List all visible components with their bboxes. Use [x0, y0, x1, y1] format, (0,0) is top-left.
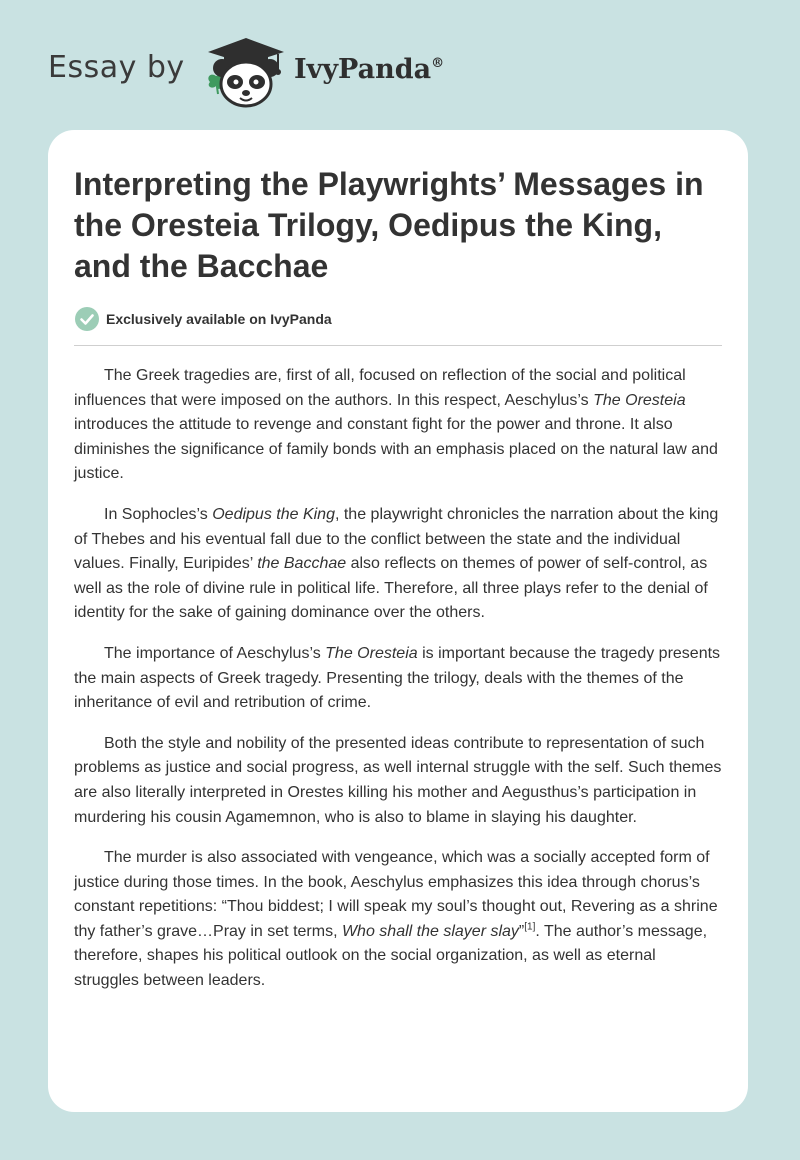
paragraph-2 [74, 503, 724, 626]
paragraph-2-text: , the playwright chronicles the narration about the king of Thebes and his eventual fall due to the conflict between the state and the individual values. Finally, Euripides’ [74, 505, 719, 573]
paragraph-2-text: also reflects on themes of power of self-control, as well as the role of divine rule in political life. Therefore, all three plays refer to the denial of identity for the sake of gaining dominance over the others. [74, 555, 708, 622]
paragraph-5-text: The murder is also associated with vengeance, which was a socially accepted form of justice during those times. In the book, Aeschylus emphasizes this idea through chorus’s constant repetitions: “Thou biddest; I will speak my soul’s thought out, Revering as a shrine thy father’s grave…Pray in set terms, [74, 849, 718, 940]
paragraph-3-text: is important because the tragedy presents the main aspects of Greek tragedy. Presenting the trilogy, deals with the themes of the inheritance of evil and retribution of crime. [74, 644, 721, 712]
paragraph-3-text: The importance of Aeschylus’s [104, 644, 326, 662]
panda-graduate-logo-icon[interactable] [200, 36, 292, 110]
paragraph-5-text: . The author’s message, therefore, shapes his political outlook on the social organization, as well as eternal struggles between leaders. [74, 922, 708, 990]
check-circle-icon [74, 306, 100, 332]
paragraph-1-text: introduces the attitude to revenge and constant fight for the power and throne. It also diminishes the significance of family bonds with an emphasis placed on the natural law and justice. [74, 416, 718, 483]
brand-name[interactable] [294, 54, 444, 85]
work-title: The Oresteia [325, 644, 418, 662]
paragraph-4: Both the style and nobility of the presented ideas contribute to representation of such problems as justice and social progress, as well internal struggle with the self. Such themes are also literally interpreted in Orestes killing his mother and Aegusthus’s participation in murdering his cousin Agamemnon, who is also to blame in slaying his daughter. [74, 734, 722, 826]
paragraph-2-text: In Sophocles’s [104, 505, 213, 523]
exclusive-badge [74, 306, 332, 332]
site-header [0, 0, 800, 130]
work-title: the Bacchae [257, 555, 347, 573]
essay-card [48, 130, 748, 1112]
divider [74, 345, 722, 346]
paragraph-1-text: The Greek tragedies are, first of all, focused on reflection of the social and political influences that were imposed on the authors. In this respect, Aeschylus’s [74, 367, 686, 409]
paragraph-3 [74, 642, 724, 716]
quote-italic: Who shall the slayer slay [341, 922, 519, 940]
work-title: The Oresteia [593, 391, 686, 409]
quote-close: ” [518, 922, 525, 940]
essay-by-label: Essay by [48, 50, 185, 85]
exclusive-badge-label: Exclusively available on IvyPanda [106, 311, 332, 327]
paragraph-5 [74, 846, 724, 994]
essay-body [74, 364, 724, 1010]
essay-title: Interpreting the Playwrights’ Messages in the Oresteia Trilogy, Oedipus the King, and the Bacchae [74, 166, 704, 284]
registered-mark: ® [431, 56, 445, 71]
brand-name-text: IvyPanda [294, 54, 432, 85]
footnote-reference-link[interactable]: [1] [524, 921, 536, 933]
paragraph-1 [74, 364, 724, 487]
work-title: Oedipus the King [212, 505, 335, 523]
